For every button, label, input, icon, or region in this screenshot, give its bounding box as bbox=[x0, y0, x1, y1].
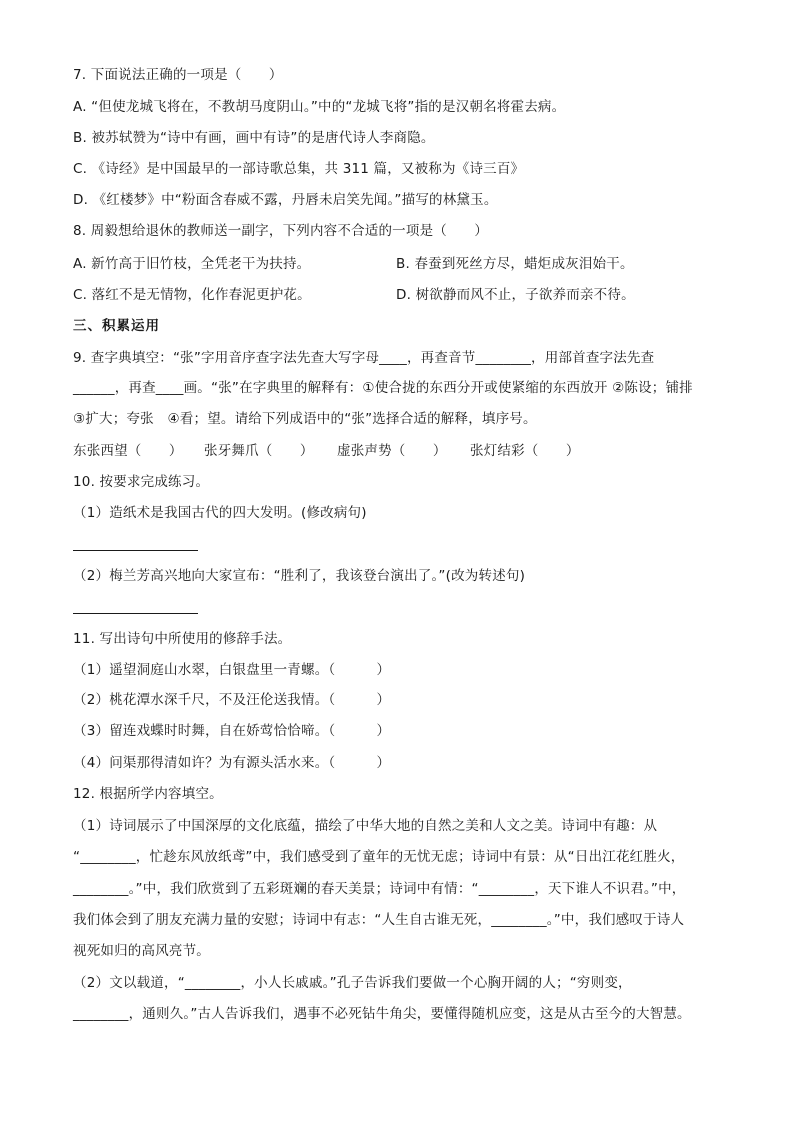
q9-idiom-3: 虚张声势（ ） bbox=[337, 443, 447, 459]
q9-idiom-4: 张灯结彩（ ） bbox=[470, 443, 580, 459]
q9-line-3: ③扩大；夸张 ④看；望。请给下列成语中的“张”选择合适的解释，填序号。 bbox=[73, 411, 537, 427]
answer-line bbox=[73, 613, 198, 614]
q7-option-a: A. “但使龙城飞将在，不教胡马度阴山。”中的“龙城飞将”指的是汉朝名将霍去病。 bbox=[73, 99, 566, 115]
q11-stem: 11. 写出诗句中所使用的修辞手法。 bbox=[73, 631, 292, 647]
q12-p1-line-3: ________。”中，我们欣赏到了五彩斑斓的春天美景；诗词中有情：“________，天下谁人不识君。”中， bbox=[73, 881, 686, 897]
q10-part-1: （1）造纸术是我国古代的四大发明。(修改病句) bbox=[73, 505, 367, 521]
q10-stem: 10. 按要求完成练习。 bbox=[73, 474, 210, 490]
q8-stem: 8. 周毅想给退休的教师送一副字，下列内容不合适的一项是（ ） bbox=[73, 223, 489, 239]
q12-p2-line-2: ________，通则久。”古人告诉我们，遇事不必死钻牛角尖，要懂得随机应变，这是从古至今的大智慧。 bbox=[73, 1006, 691, 1022]
answer-line bbox=[73, 550, 198, 551]
q7-option-d: D. 《红楼梦》中“粉面含春威不露，丹唇未启笑先闻。”描写的林黛玉。 bbox=[73, 192, 498, 208]
q12-p1-line-2: “________，忙趁东风放纸鸢”中，我们感受到了童年的无忧无虑；诗词中有景：从“日出江花红胜火， bbox=[73, 849, 685, 865]
q9-idiom-1: 东张西望（ ） bbox=[73, 443, 183, 459]
q9-line-2: ______，再查____画。“张”在字典里的解释有：①使合拢的东西分开或使紧缩的东西放开 ②陈设；铺排 bbox=[73, 380, 693, 396]
q11-item-3: （3）留连戏蝶时时舞，自在娇莺恰恰啼。（ ） bbox=[73, 723, 391, 739]
q7-stem: 7. 下面说法正确的一项是（ ） bbox=[73, 67, 283, 83]
q8-option-b: B. 春蚕到死丝方尽，蜡炬成灰泪始干。 bbox=[396, 256, 634, 272]
q9-line-1: 9. 查字典填空：“张”字用音序查字法先查大写字母____，再查音节________，用部首查字法先查 bbox=[73, 350, 655, 366]
q12-p1-line-1: （1）诗词展示了中国深厚的文化底蕴，描绘了中华大地的自然之美和人文之美。诗词中有趣：从 bbox=[73, 818, 658, 834]
section-heading: 三、积累运用 bbox=[73, 318, 160, 334]
q11-item-1: （1）遥望洞庭山水翠，白银盘里一青螺。（ ） bbox=[73, 662, 391, 678]
q10-part-2: （2）梅兰芳高兴地向大家宣布：“胜利了，我该登台演出了。”(改为转述句) bbox=[73, 568, 526, 584]
q7-option-b: B. 被苏轼赞为“诗中有画，画中有诗”的是唐代诗人李商隐。 bbox=[73, 130, 435, 146]
q8-option-c: C. 落红不是无情物，化作春泥更护花。 bbox=[73, 287, 311, 303]
q12-p2-line-1: （2）文以载道，“________，小人长戚戚。”孔子告诉我们要做一个心胸开阔的人；“穷则变， bbox=[73, 975, 632, 991]
q7-option-c: C. 《诗经》是中国最早的一部诗歌总集，共 311 篇，又被称为《诗三百》 bbox=[73, 161, 525, 177]
q11-item-4: （4）问渠那得清如许？为有源头活水来。（ ） bbox=[73, 755, 391, 771]
q12-p1-line-4: 我们体会到了朋友充满力量的安慰；诗词中有志：“人生自古谁无死，________。”中，我们感叹于诗人 bbox=[73, 912, 685, 928]
q12-stem: 12. 根据所学内容填空。 bbox=[73, 786, 223, 802]
q11-item-2: （2）桃花潭水深千尺，不及汪伦送我情。（ ） bbox=[73, 692, 391, 708]
q9-idiom-2: 张牙舞爪（ ） bbox=[204, 443, 314, 459]
q8-option-a: A. 新竹高于旧竹枝，全凭老干为扶持。 bbox=[73, 256, 311, 272]
q12-p1-line-5: 视死如归的高风亮节。 bbox=[73, 943, 210, 959]
q8-option-d: D. 树欲静而风不止，子欲养而亲不待。 bbox=[396, 287, 635, 303]
